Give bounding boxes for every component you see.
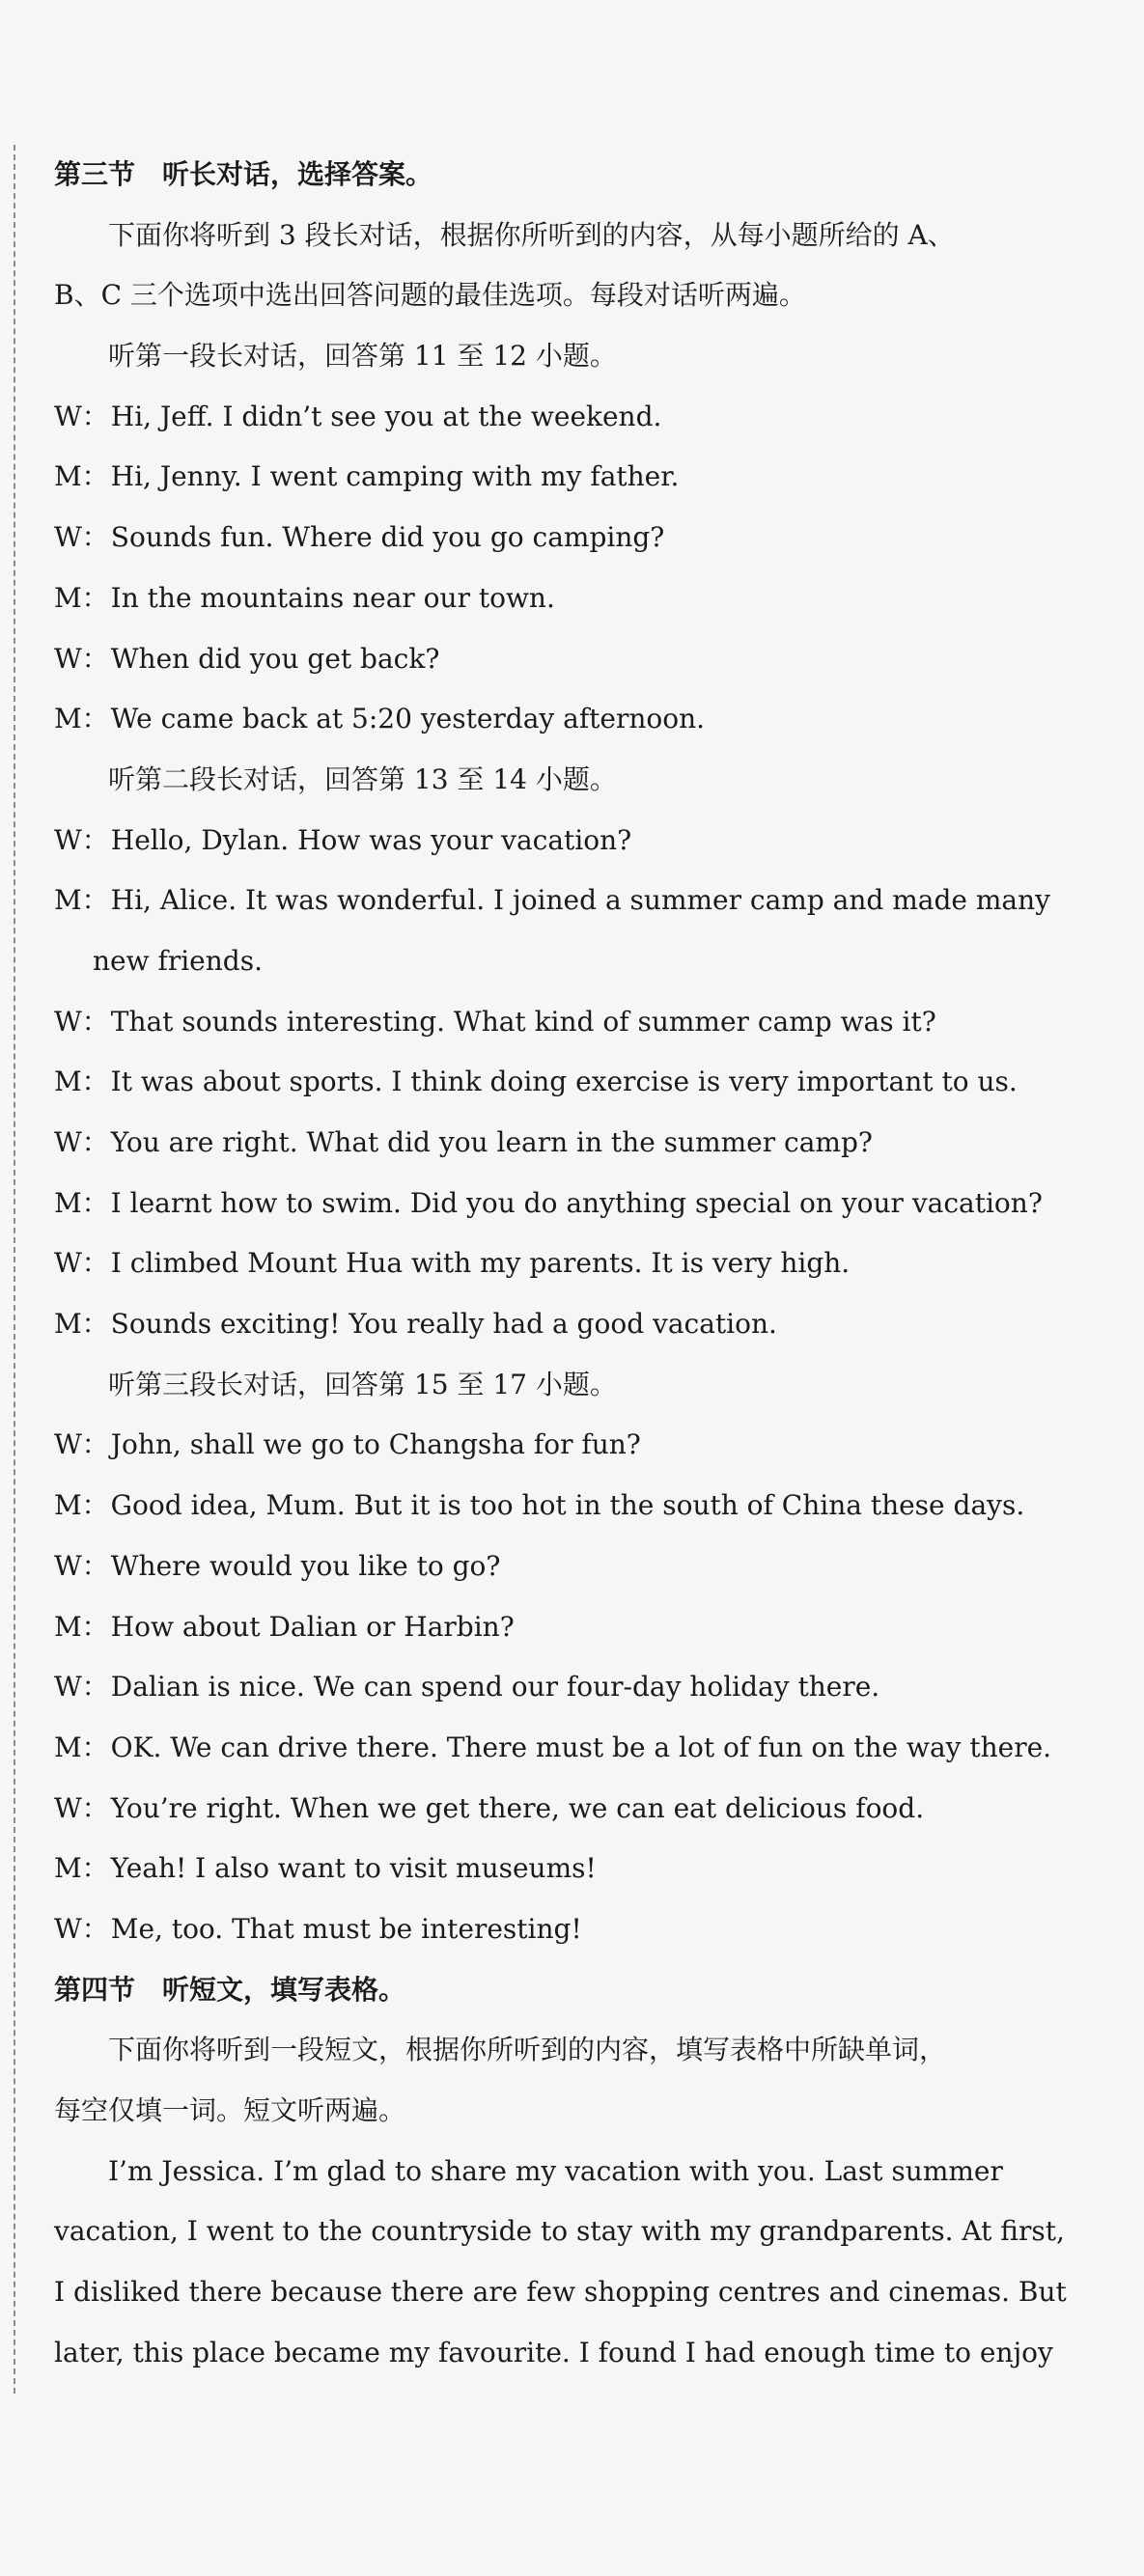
utterance: Yeah! I also want to visit museums! [110, 1852, 597, 1885]
passage-line: I disliked there because there are few shopping centres and cinemas. But [54, 2276, 1067, 2309]
speaker-label: M： [54, 884, 109, 917]
utterance: Dalian is nice. We can spend our four-day holiday there. [110, 1671, 880, 1703]
passage-line: later, this place became my favourite. I found I had enough time to enjoy [54, 2336, 1053, 2368]
utterance: Me, too. That must be interesting! [110, 1912, 582, 1945]
utterance: Where would you like to go? [110, 1549, 501, 1582]
utterance: How about Dalian or Harbin? [110, 1610, 515, 1643]
speaker-label: M： [54, 581, 109, 614]
utterance: We came back at 5:20 yesterday afternoon. [110, 703, 706, 735]
utterance: Hello, Dylan. How was your vacation? [110, 823, 632, 856]
speaker-label: M： [54, 1489, 109, 1522]
dialogue-line [54, 689, 1097, 750]
dialogue-line [54, 1476, 1097, 1537]
speaker-label: W： [54, 1549, 109, 1582]
dialogue-line [54, 1597, 1097, 1658]
section4-instruction-1: 下面你将听到一段短文，根据你所听到的内容，填写表格中所缺单词， [108, 2034, 947, 2066]
dialogue-line [54, 1718, 1097, 1779]
section3-instruction-1 [54, 206, 1097, 266]
dialogue-line [54, 871, 1097, 931]
utterance: OK. We can drive there. There must be a lot of fun on the way there. [110, 1731, 1052, 1763]
dialogue-line [54, 811, 1097, 872]
dialogue-line [54, 1052, 1097, 1113]
speaker-label: M： [54, 1610, 109, 1643]
dialogue-line [54, 1233, 1097, 1294]
speaker-label: M： [54, 1186, 109, 1219]
dialogue-line [54, 447, 1097, 508]
dialogue-line [54, 1113, 1097, 1174]
speaker-label: W： [54, 521, 109, 554]
speaker-label: M： [54, 1308, 109, 1341]
dialogue-line [54, 1294, 1097, 1355]
utterance: Sounds fun. Where did you go camping? [110, 521, 665, 554]
speaker-label: W： [54, 642, 109, 675]
utterance: You’re right. When we get there, we can eat delicious food. [110, 1791, 925, 1824]
speaker-label: M： [54, 1066, 109, 1098]
dashed-margin-line [14, 145, 15, 2394]
section3-instruction-1-text: 下面你将听到 3 段长对话，根据你所听到的内容，从每小题所给的 A、 [108, 218, 955, 251]
utterance: I learnt how to swim. Did you do anything special on your vacation? [110, 1186, 1043, 1219]
section3-heading: 第三节 听长对话，选择答案。 [54, 158, 433, 190]
section3-instruction-2: B、C 三个选项中选出回答问题的最佳选项。每段对话听两遍。 [54, 279, 806, 312]
dialogue-line [54, 1174, 1097, 1234]
section4-instruction-2: 每空仅填一词。短文听两遍。 [54, 2094, 406, 2126]
utterance: Hi, Alice. It was wonderful. I joined a summer camp and made many [110, 884, 1050, 917]
content-area [54, 145, 1097, 2383]
dialogue-line [54, 1779, 1097, 1840]
utterance: Good idea, Mum. But it is too hot in the south of China these days. [110, 1489, 1025, 1522]
speaker-label: W： [54, 400, 109, 432]
utterance: I climbed Mount Hua with my parents. It is very high. [110, 1247, 851, 1280]
speaker-label: M： [54, 1731, 109, 1763]
utterance: That sounds interesting. What kind of summer camp was it? [110, 1005, 936, 1038]
utterance: Sounds exciting! You really had a good vacation. [110, 1308, 777, 1341]
dialogue-continuation: new friends. [93, 944, 263, 977]
passage-line: I’m Jessica. I’m glad to share my vacation with you. Last summer [108, 2154, 1003, 2187]
utterance: Hi, Jeff. I didn’t see you at the weekend. [110, 400, 662, 432]
utterance: When did you get back? [110, 642, 440, 675]
speaker-label: W： [54, 1247, 109, 1280]
speaker-label: W： [54, 1126, 109, 1158]
utterance: Hi, Jenny. I went camping with my father. [110, 460, 680, 493]
dialogue-line [54, 1839, 1097, 1899]
utterance: It was about sports. I think doing exercise is very important to us. [110, 1066, 1018, 1098]
dialogue-line [54, 1415, 1097, 1476]
passage-line: vacation, I went to the countryside to stay with my grandparents. At first, [54, 2215, 1065, 2248]
speaker-label: W： [54, 1005, 109, 1038]
dialogue1-intro: 听第一段长对话，回答第 11 至 12 小题。 [108, 340, 617, 373]
speaker-label: W： [54, 823, 109, 856]
utterance: You are right. What did you learn in the summer camp? [110, 1126, 873, 1158]
speaker-label: W： [54, 1428, 109, 1461]
speaker-label: W： [54, 1791, 109, 1824]
dialogue-line [54, 992, 1097, 1053]
speaker-label: M： [54, 703, 109, 735]
speaker-label: M： [54, 1852, 109, 1885]
speaker-label: M： [54, 460, 109, 493]
dialogue-line [54, 387, 1097, 448]
dialogue3-intro: 听第三段长对话，回答第 15 至 17 小题。 [108, 1368, 617, 1400]
dialogue2-intro: 听第二段长对话，回答第 13 至 14 小题。 [108, 762, 617, 795]
dialogue-line [54, 1537, 1097, 1597]
dialogue-line [54, 1899, 1097, 1960]
dialogue-line [54, 1657, 1097, 1718]
utterance: John, shall we go to Changsha for fun? [110, 1428, 641, 1461]
speaker-label: W： [54, 1912, 109, 1945]
speaker-label: W： [54, 1671, 109, 1703]
section4-heading: 第四节 听短文，填写表格。 [54, 1973, 406, 2006]
utterance: In the mountains near our town. [110, 581, 555, 614]
dialogue-line [54, 568, 1097, 629]
dialogue-line [54, 629, 1097, 690]
dialogue-line [54, 508, 1097, 568]
